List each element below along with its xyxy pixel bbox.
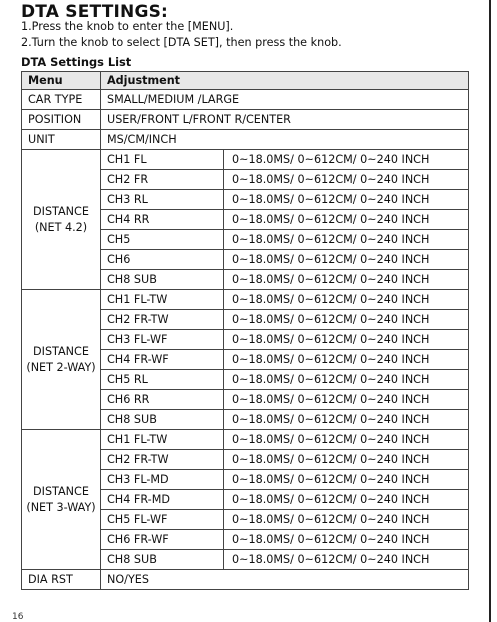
table-row-car-type — [22, 90, 469, 110]
column-header-adjustment: Adjustment — [101, 72, 469, 90]
channel-cell: CH4 RR — [101, 210, 224, 230]
distance-group-label-line2: (NET 4.2) — [34, 220, 88, 234]
channel-cell: CH3 FL-WF — [101, 330, 224, 350]
menu-cell: CAR TYPE — [22, 90, 101, 110]
table-row-dia-rst — [22, 570, 469, 590]
channel-cell: CH6 RR — [101, 390, 224, 410]
range-cell: 0~18.0MS/ 0~612CM/ 0~240 INCH — [224, 450, 469, 470]
range-cell: 0~18.0MS/ 0~612CM/ 0~240 INCH — [224, 290, 469, 310]
distance-group-label-line2: (NET 3-WAY) — [26, 500, 96, 514]
menu-cell: POSITION — [22, 110, 101, 130]
table-row-distance-channel — [22, 150, 469, 170]
channel-cell: CH6 FR-WF — [101, 530, 224, 550]
range-cell: 0~18.0MS/ 0~612CM/ 0~240 INCH — [224, 190, 469, 210]
adjustment-cell: NO/YES — [101, 570, 469, 590]
menu-cell: DIA RST — [22, 570, 101, 590]
range-cell: 0~18.0MS/ 0~612CM/ 0~240 INCH — [224, 370, 469, 390]
channel-cell: CH3 RL — [101, 190, 224, 210]
range-cell: 0~18.0MS/ 0~612CM/ 0~240 INCH — [224, 550, 469, 570]
table-row-position — [22, 110, 469, 130]
range-cell: 0~18.0MS/ 0~612CM/ 0~240 INCH — [224, 490, 469, 510]
range-cell: 0~18.0MS/ 0~612CM/ 0~240 INCH — [224, 150, 469, 170]
range-cell: 0~18.0MS/ 0~612CM/ 0~240 INCH — [224, 250, 469, 270]
column-header-menu: Menu — [22, 72, 101, 90]
channel-cell: CH8 SUB — [101, 550, 224, 570]
instruction-step-1: 1.Press the knob to enter the [MENU]. — [21, 20, 234, 33]
distance-group-label — [22, 430, 101, 570]
range-cell: 0~18.0MS/ 0~612CM/ 0~240 INCH — [224, 530, 469, 550]
channel-cell: CH4 FR-MD — [101, 490, 224, 510]
range-cell: 0~18.0MS/ 0~612CM/ 0~240 INCH — [224, 410, 469, 430]
menu-cell: UNIT — [22, 130, 101, 150]
channel-cell: CH1 FL-TW — [101, 290, 224, 310]
channel-cell: CH4 FR-WF — [101, 350, 224, 370]
page-edge-rule — [489, 0, 491, 622]
channel-cell: CH2 FR-TW — [101, 450, 224, 470]
range-cell: 0~18.0MS/ 0~612CM/ 0~240 INCH — [224, 330, 469, 350]
range-cell: 0~18.0MS/ 0~612CM/ 0~240 INCH — [224, 230, 469, 250]
channel-cell: CH5 RL — [101, 370, 224, 390]
channel-cell: CH2 FR — [101, 170, 224, 190]
table-row-unit — [22, 130, 469, 150]
range-cell: 0~18.0MS/ 0~612CM/ 0~240 INCH — [224, 170, 469, 190]
channel-cell: CH1 FL-TW — [101, 430, 224, 450]
list-title: DTA Settings List — [21, 55, 132, 69]
distance-group-label-line1: DISTANCE — [33, 205, 89, 219]
table-header-row — [22, 72, 469, 90]
instruction-step-2: 2.Turn the knob to select [DTA SET], then press the knob. — [21, 36, 342, 49]
table-row-distance-channel — [22, 430, 469, 450]
distance-group-label — [22, 290, 101, 430]
distance-group-label-line1: DISTANCE — [33, 345, 89, 359]
distance-group-label-line2: (NET 2-WAY) — [26, 360, 96, 374]
dta-settings-table — [21, 71, 469, 590]
channel-cell: CH2 FR-TW — [101, 310, 224, 330]
range-cell: 0~18.0MS/ 0~612CM/ 0~240 INCH — [224, 390, 469, 410]
channel-cell: CH3 FL-MD — [101, 470, 224, 490]
range-cell: 0~18.0MS/ 0~612CM/ 0~240 INCH — [224, 470, 469, 490]
channel-cell: CH1 FL — [101, 150, 224, 170]
page-title: DTA SETTINGS: — [21, 2, 169, 22]
range-cell: 0~18.0MS/ 0~612CM/ 0~240 INCH — [224, 350, 469, 370]
range-cell: 0~18.0MS/ 0~612CM/ 0~240 INCH — [224, 510, 469, 530]
channel-cell: CH5 FL-WF — [101, 510, 224, 530]
range-cell: 0~18.0MS/ 0~612CM/ 0~240 INCH — [224, 270, 469, 290]
distance-group-label-line1: DISTANCE — [33, 485, 89, 499]
range-cell: 0~18.0MS/ 0~612CM/ 0~240 INCH — [224, 310, 469, 330]
channel-cell: CH8 SUB — [101, 270, 224, 290]
adjustment-cell: MS/CM/INCH — [101, 130, 469, 150]
range-cell: 0~18.0MS/ 0~612CM/ 0~240 INCH — [224, 430, 469, 450]
table-row-distance-channel — [22, 290, 469, 310]
adjustment-cell: SMALL/MEDIUM /LARGE — [101, 90, 469, 110]
adjustment-cell: USER/FRONT L/FRONT R/CENTER — [101, 110, 469, 130]
range-cell: 0~18.0MS/ 0~612CM/ 0~240 INCH — [224, 210, 469, 230]
distance-group-label — [22, 150, 101, 290]
page-number: 16 — [12, 612, 24, 622]
channel-cell: CH5 — [101, 230, 224, 250]
channel-cell: CH6 — [101, 250, 224, 270]
channel-cell: CH8 SUB — [101, 410, 224, 430]
